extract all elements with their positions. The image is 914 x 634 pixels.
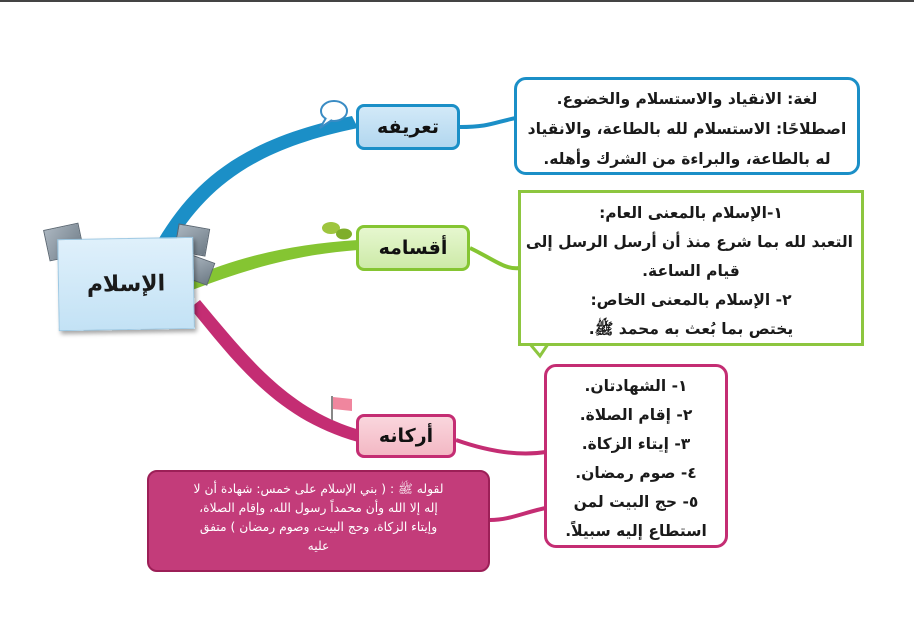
divisions-line: التعبد لله بما شرع منذ أن أرسل الرسل إلى (525, 233, 853, 251)
divisions-line: ٢- الإسلام بالمعنى الخاص: (590, 291, 792, 309)
label-divisions-text: أقسامه (378, 237, 448, 259)
definition-line: لغة: الانقياد والاستسلام والخضوع. (556, 90, 818, 108)
label-definition-text: تعريفه (377, 116, 440, 138)
connector-hadith (490, 508, 546, 520)
divisions-line: قيام الساعة. (642, 262, 740, 280)
divisions-line: ١-الإسلام بالمعنى العام: (599, 204, 783, 222)
divisions-box (518, 190, 864, 346)
pillars-line: ٥- حج البيت لمن (573, 493, 699, 511)
hadith-box (147, 470, 490, 572)
hadith-line: وإيتاء الزكاة، وحج البيت، وصوم رمضان ) متفق (199, 520, 438, 534)
label-pillars-text: أركانه (378, 425, 434, 447)
hadith-line: لقوله ﷺ : ( بني الإسلام على خمس: شهادة أن لا (193, 482, 444, 496)
definition-box (514, 77, 860, 175)
label-definition (356, 104, 460, 150)
pillars-line: ٣- إيتاء الزكاة. (581, 435, 691, 453)
flag-icon (332, 396, 352, 420)
central-node (57, 237, 195, 331)
pillars-box (544, 364, 728, 548)
branch-divisions (190, 240, 358, 290)
pillars-line: استطاع إليه سبيلاً. (565, 522, 707, 540)
connector-pillars (456, 440, 546, 454)
connector-definition (460, 118, 516, 127)
chat-bubbles-icon (322, 222, 352, 240)
label-pillars (356, 414, 456, 458)
definition-line: له بالطاعة، والبراءة من الشرك وأهله. (543, 150, 831, 168)
pillars-line: ١- الشهادتان. (584, 377, 688, 395)
branch-pillars (190, 300, 360, 442)
definition-line: اصطلاحًا: الاستسلام لله بالطاعة، والانقياد (527, 120, 847, 138)
pillars-line: ٢- إقام الصلاة. (579, 406, 693, 424)
connector-divisions (470, 248, 520, 268)
central-title: الإسلام (86, 270, 166, 298)
hadith-line: إله إلا الله وأن محمداً رسول الله، وإقام الصلاة، (199, 501, 438, 515)
label-divisions (356, 225, 470, 271)
pillars-line: ٤- صوم رمضان. (575, 464, 697, 482)
divisions-line: يختص بما بُعث به محمد ﷺ. (588, 320, 794, 338)
hadith-line: عليه (307, 539, 330, 553)
